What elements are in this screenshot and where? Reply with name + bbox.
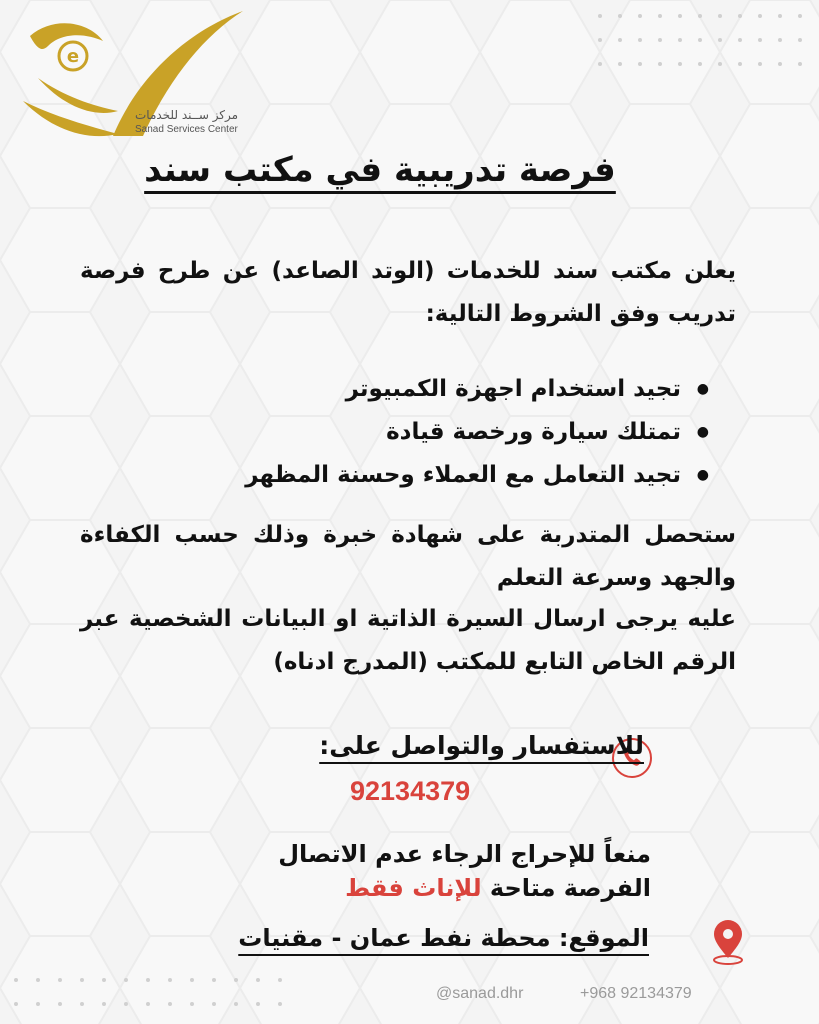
eligibility-note (345, 874, 651, 902)
page-title: فرصة تدريبية في مكتب سند (144, 150, 616, 190)
footer-phone[interactable]: +968 92134379 (580, 985, 692, 1002)
location-text: الموقع: محطة نفط عمان - مقنيات (238, 924, 649, 952)
logo-arabic-name: مركز ســند للخدمات (135, 108, 239, 122)
benefit-paragraph: ستحصل المتدربة على شهادة خبرة وذلك حسب الكفاءة والجهد وسرعة التعلم (80, 522, 736, 591)
logo-english-name: Sanad Services Center (135, 124, 238, 135)
eligibility-highlight: للإناث فقط (345, 874, 482, 902)
intro-paragraph: يعلن مكتب سند للخدمات (الوتد الصاعد) عن طرح فرصة تدريب وفق الشروط التالية: (80, 258, 736, 327)
list-item: ● تمتلك سيارة ورخصة قيادة (109, 411, 709, 454)
decorative-dots-bottom (8, 972, 298, 1018)
list-item: ● تجيد التعامل مع العملاء وحسنة المظهر (109, 454, 709, 497)
list-item: ● تجيد استخدام اجهزة الكمبيوتر (109, 368, 709, 411)
instructions-paragraph: عليه يرجى ارسال السيرة الذاتية او البيانات الشخصية عبر الرقم الخاص التابع للمكتب (المدرج ادناه) (80, 606, 736, 675)
social-handle[interactable]: @sanad.dhr (436, 985, 524, 1002)
location-pin-icon (708, 918, 748, 966)
contact-label: للاستفسار والتواصل على: (319, 731, 644, 760)
contact-phone-number[interactable]: 92134379 (350, 776, 471, 806)
eligibility-note-prefix: الفرصة متاحة (481, 874, 651, 902)
no-call-note: منعاً للإحراج الرجاء عدم الاتصال (278, 840, 651, 868)
requirements-list (109, 368, 709, 497)
decorative-dots-top (590, 8, 810, 78)
svg-text:e: e (66, 46, 80, 67)
